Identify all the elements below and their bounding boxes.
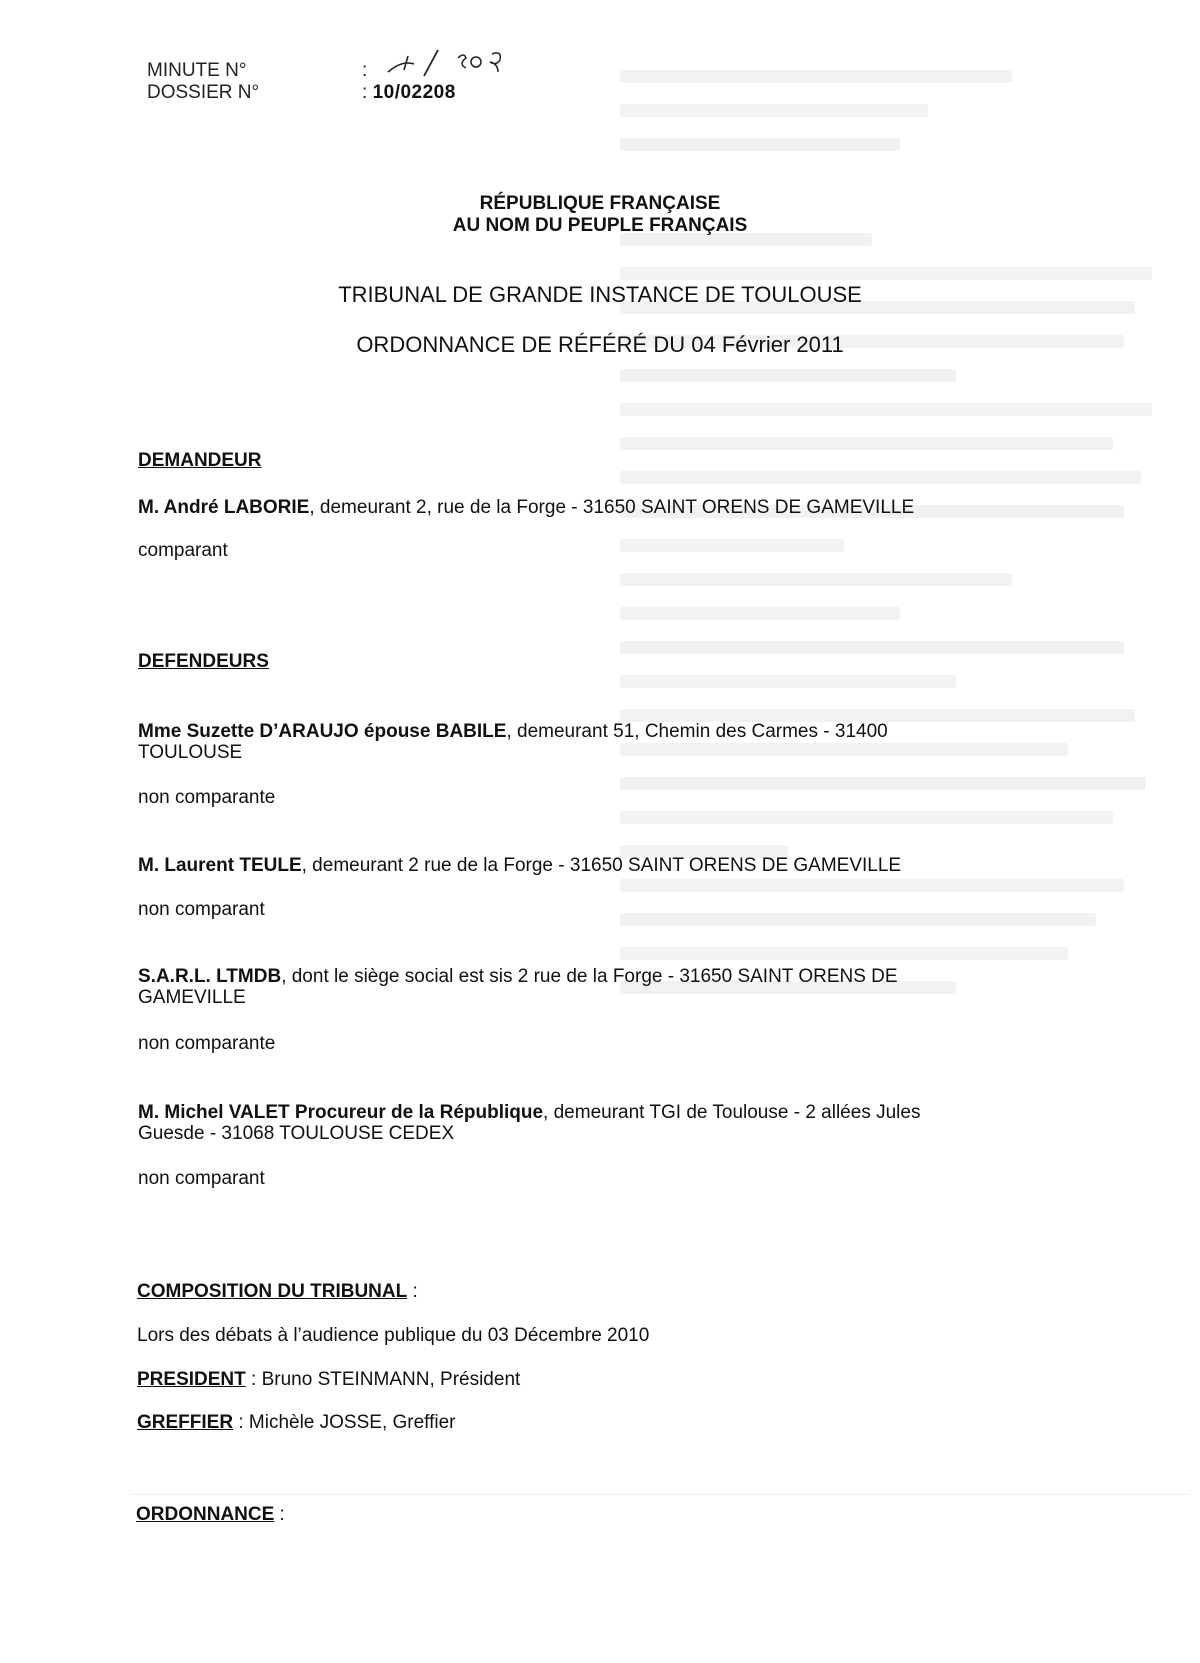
defendeur-1-address: , demeurant 51, Chemin des Carmes - 31400: [506, 721, 888, 742]
dossier-label: DOSSIER N°: [147, 82, 260, 103]
ordonnance-heading: [136, 1504, 1056, 1525]
republic-heading: [0, 193, 1200, 237]
defendeur-3-address2: GAMEVILLE: [138, 987, 246, 1008]
debats-line: Lors des débats à l’audience publique du 03 Décembre 2010: [137, 1325, 650, 1346]
defendeur-3-status: non comparante: [138, 1033, 276, 1054]
page-divider: [130, 1494, 1190, 1495]
composition-heading: [137, 1281, 1057, 1302]
defendeur-4: [138, 1102, 1058, 1144]
defendeurs-heading-text: DEFENDEURS: [138, 651, 269, 672]
demandeur-heading-text: DEMANDEUR: [138, 450, 262, 471]
president-value: : Bruno STEINMANN, Président: [245, 1369, 521, 1390]
defendeur-4-name: M. Michel VALET Procureur de la République: [138, 1102, 544, 1123]
minute-label: MINUTE N°: [147, 60, 247, 81]
defendeur-3-name: S.A.R.L. LTMDB: [138, 966, 282, 987]
defendeur-1-address2: TOULOUSE: [138, 742, 243, 763]
defendeur-1-status: non comparante: [138, 787, 276, 808]
demandeur-name: M. André LABORIE: [138, 497, 310, 518]
defendeur-2: [138, 855, 1058, 876]
minute-separator: :: [362, 60, 368, 81]
demandeur-address: , demeurant 2, rue de la Forge - 31650 SAINT ORENS DE GAMEVILLE: [309, 497, 915, 518]
president-line: [137, 1369, 1057, 1390]
defendeur-3: [138, 966, 1058, 1008]
minute-dossier-values: [362, 60, 456, 104]
defendeur-2-name: M. Laurent TEULE: [138, 855, 302, 876]
ordonnance-heading-text: ORDONNANCE: [136, 1504, 275, 1525]
au-nom-du-peuple: AU NOM DU PEUPLE FRANÇAIS: [452, 215, 748, 236]
greffier-line: [137, 1412, 1057, 1433]
greffier-label: GREFFIER: [137, 1412, 234, 1433]
composition-heading-suffix: :: [407, 1281, 418, 1302]
republique-francaise: RÉPUBLIQUE FRANÇAISE: [479, 193, 721, 214]
defendeur-2-status: non comparant: [138, 899, 265, 920]
defendeur-2-address: , demeurant 2 rue de la Forge - 31650 SAINT ORENS DE GAMEVILLE: [301, 855, 902, 876]
ordonnance-title: ORDONNANCE DE RÉFÉRÉ DU 04 Février 2011: [356, 332, 844, 357]
defendeur-4-address: , demeurant TGI de Toulouse - 2 allées Jules: [543, 1102, 921, 1123]
dossier-separator: :: [362, 82, 368, 103]
defendeur-1: [138, 721, 1058, 763]
defendeur-4-status: non comparant: [138, 1168, 265, 1189]
demandeur-status: comparant: [138, 540, 228, 561]
tribunal-title: TRIBUNAL DE GRANDE INSTANCE DE TOULOUSE: [338, 282, 862, 307]
greffier-value: : Michèle JOSSE, Greffier: [233, 1412, 456, 1433]
ordonnance-heading-suffix: :: [274, 1504, 285, 1525]
defendeurs-heading: [138, 651, 1058, 672]
minute-dossier-labels: [147, 60, 259, 104]
defendeur-3-address: , dont le siège social est sis 2 rue de la Forge - 31650 SAINT ORENS DE: [281, 966, 898, 987]
defendeur-4-address2: Guesde - 31068 TOULOUSE CEDEX: [138, 1123, 455, 1144]
demandeur-heading: [138, 450, 1058, 471]
dossier-value: 10/02208: [372, 82, 456, 103]
demandeur-party: [138, 497, 1058, 518]
president-label: PRESIDENT: [137, 1369, 246, 1390]
defendeur-1-name: Mme Suzette D’ARAUJO épouse BABILE: [138, 721, 507, 742]
composition-heading-text: COMPOSITION DU TRIBUNAL: [137, 1281, 408, 1302]
